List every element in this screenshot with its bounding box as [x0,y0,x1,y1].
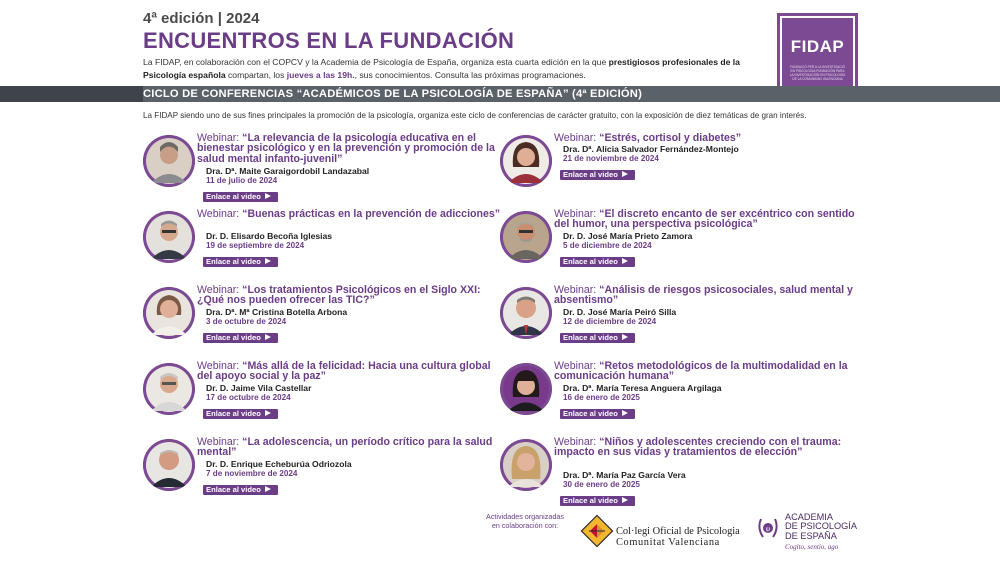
webinar-card [500,133,870,193]
speaker-name: Dr. D. José María Prieto Zamora [563,231,693,241]
video-link-button[interactable] [560,257,635,267]
video-link-button[interactable] [203,485,278,495]
webinar-card [500,361,870,421]
speaker-avatar [143,135,195,187]
webinar-label: Webinar: [197,208,240,220]
speaker-name: Dr. D. Jaime Vila Castellar [206,383,312,393]
academia-line-2: DE PSICOLOGÍA [785,521,857,532]
play-icon [622,410,628,416]
webinar-card [500,285,870,345]
speaker-name: Dra. Dª. María Paz García Vera [563,470,686,480]
speaker-avatar [500,135,552,187]
webinar-label: Webinar: [197,132,240,144]
webinar-title [554,285,859,306]
video-link-button[interactable] [203,333,278,343]
webinar-title [197,285,502,306]
play-icon [265,410,271,416]
webinar-topic: “La adolescencia, un período crítico para la salud mental” [197,436,493,459]
speaker-avatar [500,363,552,415]
webinar-date: 19 de septiembre de 2024 [206,241,305,250]
webinar-title [197,133,502,164]
speaker-name: Dr. D. Elisardo Becoña Iglesias [206,231,333,241]
webinar-card [143,361,513,421]
speaker-name: Dra. Dª. Mª Cristina Botella Arbona [206,307,348,317]
laurel-emblem-icon [755,515,781,541]
webinar-label: Webinar: [554,360,597,372]
play-icon [265,193,271,199]
webinar-title [554,437,859,458]
webinar-topic: “La relevancia de la psicología educativa en el bienestar psicológico y en la prevención y promoción de la salud mental infanto-juvenil” [197,132,495,165]
band-stripe [0,86,143,102]
speaker-name: Dra. Dª. María Teresa Anguera Argilaga [563,383,722,393]
fidap-logo-word: FIDAP [790,37,845,56]
webinar-label: Webinar: [554,284,597,296]
webinar-title [197,437,502,458]
video-link-label[interactable]: Enlace al video [563,257,618,266]
academia-line-1: ACADEMIA [785,512,833,522]
video-link-label[interactable]: Enlace al video [563,496,618,505]
page-title: ENCUENTROS EN LA FUNDACIÓN [143,28,515,53]
video-link-button[interactable] [203,192,278,202]
play-icon [265,486,271,492]
copcv-emblem-icon [578,512,616,550]
section-band [0,86,1000,102]
play-icon [622,258,628,264]
video-link-label[interactable]: Enlace al video [206,192,261,201]
video-link-label[interactable]: Enlace al video [206,333,261,342]
webinar-topic: “Más allá de la felicidad: Hacia una cultura global del apoyo social y la paz” [197,360,491,383]
copcv-name-line-2: Comunitat Valenciana [616,537,720,548]
video-link-button[interactable] [203,409,278,419]
academia-logo [755,513,875,555]
collab-line-2: en colaboración con: [491,521,559,530]
speaker-avatar [143,363,195,415]
webinar-card [500,436,870,505]
academia-line-3: DE ESPAÑA [785,530,837,541]
webinar-card [143,209,513,269]
edition-label: 4ª edición | 2024 [143,10,260,27]
webinar-date: 11 de julio de 2024 [206,176,278,185]
fidap-logo-small: FUNDACIÓ PER A LA INVESTIGACIÓ EN PSICOLOGIA FUNDACIÓN PARA LA INVESTIGACIÓN EN PSICOLOGÍA DE LA COMUNIDAD VALENCIANA [789,65,846,81]
video-link-button[interactable] [560,170,635,180]
webinar-label: Webinar: [554,436,597,448]
webinar-date: 21 de noviembre de 2024 [563,154,659,163]
webinar-topic: “Los tratamientos Psicológicos en el Siglo XXI: ¿Qué nos pueden ofrecer las TIC?” [197,284,481,307]
video-link-label[interactable]: Enlace al video [563,170,618,179]
video-link-button[interactable] [560,496,635,506]
subintro-text: La FIDAP siendo uno de sus fines principales la promoción de la psicología, organiza este ciclo de conferencias de carácter gratuito, con la exposición de diez temáticas de gran interés. [143,111,807,120]
webinar-date: 30 de enero de 2025 [563,480,640,489]
intro-text-2: compartan, los [225,70,287,80]
webinar-label: Webinar: [197,284,240,296]
svg-text:ψ: ψ [765,525,771,533]
webinar-label: Webinar: [197,360,240,372]
webinar-date: 12 de diciembre de 2024 [563,317,657,326]
webinar-title [197,361,502,382]
webinar-card [143,437,513,497]
play-icon [265,334,271,340]
collaboration-note [475,512,575,530]
video-link-label[interactable]: Enlace al video [206,409,261,418]
webinar-label: Webinar: [554,208,597,220]
section-band-title: CICLO DE CONFERENCIAS “ACADÉMICOS DE LA PSICOLOGÍA DE ESPAÑA” (4ª EDICIÓN) [143,88,642,100]
webinar-title [554,133,859,143]
intro-bold-2: jueves a las 19h. [286,70,355,80]
speaker-avatar [500,439,552,491]
webinar-title [554,361,859,382]
video-link-label[interactable]: Enlace al video [563,333,618,342]
webinar-title [554,209,859,230]
webinar-date: 7 de noviembre de 2024 [206,469,298,478]
video-link-label[interactable]: Enlace al video [206,257,261,266]
video-link-button[interactable] [560,409,635,419]
intro-bold-1: prestigiosos profesionales de la Psicología española [143,57,740,80]
webinar-date: 16 de enero de 2025 [563,393,640,402]
collab-line-1: Actividades organizadas [486,512,564,521]
play-icon [265,258,271,264]
webinar-topic: “Estrés, cortisol y diabetes” [599,132,742,144]
webinar-card [143,132,513,201]
webinar-topic: “Niños y adolescentes creciendo con el trauma: impacto en sus vidas y tratamientos de elección” [554,436,842,459]
fidap-logo [777,13,858,94]
speaker-avatar [143,211,195,263]
webinar-date: 3 de octubre de 2024 [206,317,287,326]
video-link-button[interactable] [560,333,635,343]
intro-text-3: , sus conocimientos. Consulta las próximas programaciones. [354,70,586,80]
webinar-card [500,209,870,269]
video-link-button[interactable] [203,257,278,267]
speaker-name: Dra. Dª. Alicia Salvador Fernández-Montejo [563,144,739,154]
copcv-logo [578,512,748,552]
video-link-label[interactable]: Enlace al video [206,485,261,494]
play-icon [622,497,628,503]
speaker-avatar [143,287,195,339]
speaker-avatar [500,211,552,263]
webinar-date: 5 de diciembre de 2024 [563,241,652,250]
speaker-avatar [143,439,195,491]
speaker-name: Dr. D. José María Peiró Silla [563,307,677,317]
speaker-name: Dra. Dª. Maite Garaigordobil Landazabal [206,166,370,176]
webinar-label: Webinar: [197,436,240,448]
webinar-title [197,209,502,219]
play-icon [622,334,628,340]
video-link-label[interactable]: Enlace al video [563,409,618,418]
speaker-avatar [500,287,552,339]
webinar-topic: “Buenas prácticas en la prevención de adicciones” [242,208,501,220]
webinar-topic: “Retos metodológicos de la multimodalidad en la comunicación humana” [554,360,848,383]
intro-paragraph [143,56,763,82]
webinar-date: 17 de octubre de 2024 [206,393,291,402]
webinar-label: Webinar: [554,132,597,144]
webinar-card [143,285,513,345]
play-icon [622,171,628,177]
copcv-name-line-1: Col·legi Oficial de Psicologia [616,526,740,537]
webinar-topic: “Análisis de riesgos psicosociales, salud mental y absentismo” [554,284,853,307]
academia-motto: Cogito, sentio, ago [785,543,839,551]
speaker-name: Dr. D. Enrique Echeburúa Odriozola [206,459,352,469]
webinar-topic: “El discreto encanto de ser excéntrico con sentido del humor, una perspectiva psicológica” [554,208,855,231]
intro-text-1: La FIDAP, en colaboración con el COPCV y la Academia de Psicología de España, organiza esta cuarta edición en la que [143,57,609,67]
